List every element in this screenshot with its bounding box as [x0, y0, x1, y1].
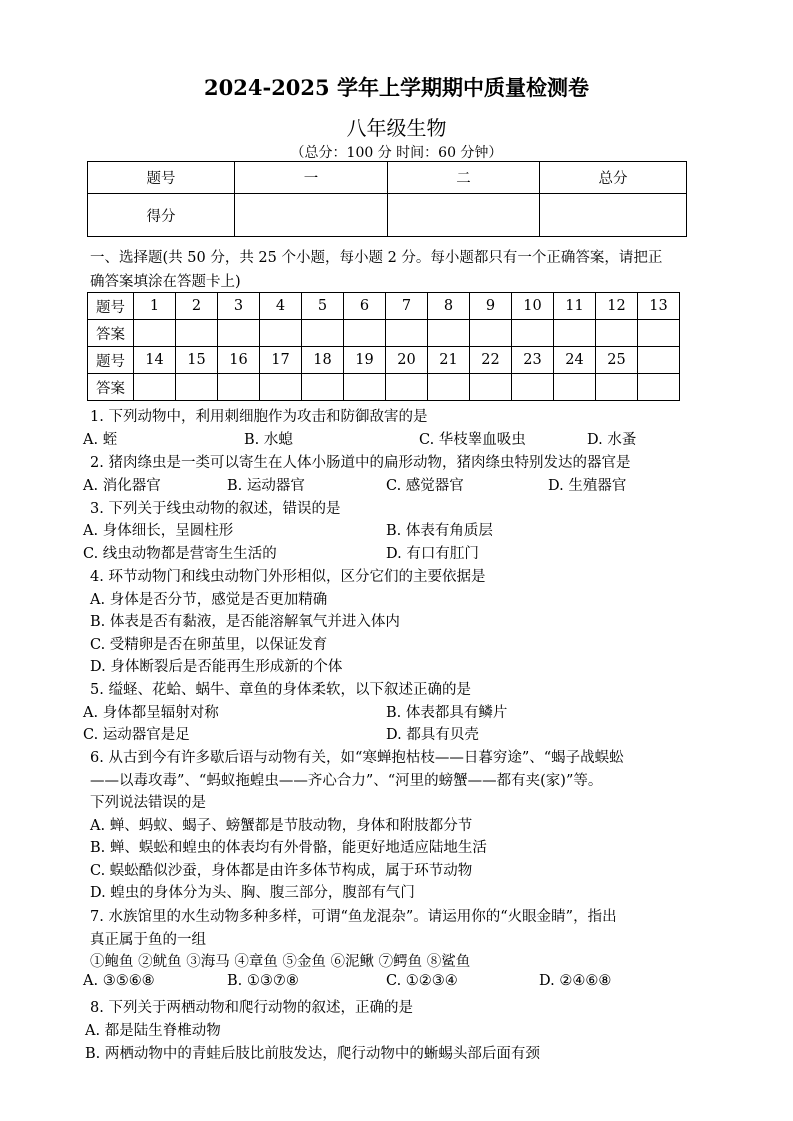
section1-instructions-line2: 确答案填涂在答题卡上) — [90, 274, 241, 290]
score-table — [87, 161, 687, 237]
answer-cell — [218, 374, 260, 401]
answer-cell — [554, 320, 596, 347]
answer-cell — [260, 320, 302, 347]
q8-stem: 8. 下列关于两栖动物和爬行动物的叙述，正确的是 — [90, 1000, 413, 1016]
q8-option-a: A. 都是陆生脊椎动物 — [85, 1023, 221, 1039]
answer-grid-number-row — [88, 293, 680, 320]
q7-stem-line2: 真正属于鱼的一组 — [90, 932, 206, 948]
answer-cell — [470, 320, 512, 347]
answer-grid-number: 14 — [134, 347, 176, 374]
q7-items: ①鲍鱼 ②鱿鱼 ③海马 ④章鱼 ⑤金鱼 ⑥泥鳅 ⑦鳄鱼 ⑧鲨鱼 — [90, 954, 471, 970]
answer-grid-label: 题号 — [88, 347, 134, 374]
q6-option-b: B. 蝉、蜈蚣和蝗虫的体表均有外骨骼，能更好地适应陆地生活 — [90, 840, 487, 856]
q2-stem: 2. 猪肉绦虫是一类可以寄生在人体小肠道中的扁形动物，猪肉绦虫特别发达的器官是 — [90, 455, 631, 471]
q6-option-c: C. 蜈蚣酷似沙蚕，身体都是由许多体节构成，属于环节动物 — [90, 863, 473, 879]
answer-cell — [134, 374, 176, 401]
score-cell — [388, 194, 540, 237]
answer-grid-number: 20 — [386, 347, 428, 374]
answer-grid-number — [638, 347, 680, 374]
answer-grid-number: 7 — [386, 293, 428, 320]
exam-meta: （总分：100 分 时间：60 分钟） — [290, 145, 503, 161]
score-cell — [235, 194, 388, 237]
q4-option-d: D. 身体断裂后是否能再生形成新的个体 — [90, 659, 343, 675]
answer-grid-number: 10 — [512, 293, 554, 320]
answer-grid-number: 1 — [134, 293, 176, 320]
answer-cell — [596, 320, 638, 347]
answer-cell — [596, 374, 638, 401]
answer-cell — [176, 374, 218, 401]
answer-cell — [386, 374, 428, 401]
q5-option-b: B. 体表都具有鳞片 — [386, 705, 508, 721]
answer-cell — [512, 320, 554, 347]
answer-grid-number: 16 — [218, 347, 260, 374]
answer-grid-number: 2 — [176, 293, 218, 320]
q3-option-c: C. 线虫动物都是营寄生生活的 — [83, 546, 277, 562]
answer-grid-number: 22 — [470, 347, 512, 374]
q1-option-c: C. 华枝睾血吸虫 — [419, 432, 526, 448]
q7-option-b: B. ①③⑦⑧ — [227, 973, 299, 989]
score-row-label: 得分 — [88, 194, 235, 237]
answer-grid-number: 13 — [638, 293, 680, 320]
answer-grid-number: 4 — [260, 293, 302, 320]
q6-stem-line3: 下列说法错误的是 — [90, 795, 206, 811]
score-cell — [540, 194, 687, 237]
answer-cell — [134, 320, 176, 347]
q7-option-a: A. ③⑤⑥⑧ — [83, 973, 155, 989]
q2-option-b: B. 运动器官 — [227, 478, 305, 494]
q5-option-d: D. 都具有贝壳 — [386, 727, 479, 743]
q6-option-a: A. 蝉、蚂蚁、蝎子、螃蟹都是节肢动物，身体和附肢都分节 — [90, 818, 473, 834]
answer-cell — [344, 374, 386, 401]
q5-stem: 5. 缢蛏、花蛤、蜗牛、章鱼的身体柔软，以下叙述正确的是 — [90, 682, 471, 698]
section1-instructions-line1: 一、选择题(共 50 分，共 25 个小题，每小题 2 分。每小题都只有一个正确答案，请把正 — [90, 250, 663, 266]
answer-grid-number: 25 — [596, 347, 638, 374]
answer-cell — [512, 374, 554, 401]
exam-subject: 八年级生物 — [346, 116, 447, 140]
answer-cell — [302, 374, 344, 401]
answer-grid-label: 题号 — [88, 293, 134, 320]
q5-option-a: A. 身体都呈辐射对称 — [83, 705, 219, 721]
score-header-part1: 一 — [235, 162, 388, 194]
answer-grid-number: 18 — [302, 347, 344, 374]
answer-cell — [386, 320, 428, 347]
answer-grid-number: 3 — [218, 293, 260, 320]
answer-cell — [218, 320, 260, 347]
q3-option-b: B. 体表有角质层 — [386, 523, 493, 539]
answer-cell — [470, 374, 512, 401]
answer-grid-answer-row — [88, 374, 680, 401]
q3-option-a: A. 身体细长，呈圆柱形 — [83, 523, 234, 539]
answer-grid-number: 5 — [302, 293, 344, 320]
q4-stem: 4. 环节动物门和线虫动物门外形相似，区分它们的主要依据是 — [90, 569, 486, 585]
q7-option-c: C. ①②③④ — [386, 973, 458, 989]
q1-stem: 1. 下列动物中，利用刺细胞作为攻击和防御敌害的是 — [90, 409, 428, 425]
q6-option-d: D. 蝗虫的身体分为头、胸、腹三部分，腹部有气门 — [90, 885, 415, 901]
answer-cell — [428, 320, 470, 347]
answer-grid-number: 21 — [428, 347, 470, 374]
answer-cell — [176, 320, 218, 347]
answer-grid-number: 12 — [596, 293, 638, 320]
q1-option-a: A. 蛭 — [83, 432, 118, 448]
q5-option-c: C. 运动器官是足 — [83, 727, 190, 743]
answer-cell — [344, 320, 386, 347]
answer-grid-number-row — [88, 347, 680, 374]
answer-grid — [87, 292, 680, 401]
q2-option-a: A. 消化器官 — [83, 478, 161, 494]
q1-option-d: D. 水蚤 — [587, 432, 637, 448]
score-header-part2: 二 — [388, 162, 540, 194]
score-header-total: 总分 — [540, 162, 687, 194]
score-header-number: 题号 — [88, 162, 235, 194]
answer-cell — [260, 374, 302, 401]
q3-option-d: D. 有口有肛门 — [386, 546, 479, 562]
q1-option-b: B. 水螅 — [244, 432, 293, 448]
q7-option-d: D. ②④⑥⑧ — [539, 973, 612, 989]
answer-grid-number: 17 — [260, 347, 302, 374]
q3-stem: 3. 下列关于线虫动物的叙述，错误的是 — [90, 501, 341, 517]
answer-grid-number: 15 — [176, 347, 218, 374]
answer-cell — [638, 374, 680, 401]
answer-grid-number: 6 — [344, 293, 386, 320]
answer-cell — [428, 374, 470, 401]
answer-grid-number: 9 — [470, 293, 512, 320]
answer-grid-label: 答案 — [88, 320, 134, 347]
q4-option-a: A. 身体是否分节，感觉是否更加精确 — [90, 592, 328, 608]
answer-grid-label: 答案 — [88, 374, 134, 401]
q8-option-b: B. 两栖动物中的青蛙后肢比前肢发达，爬行动物中的蜥蜴头部后面有颈 — [85, 1046, 540, 1062]
answer-grid-number: 23 — [512, 347, 554, 374]
q4-option-b: B. 体表是否有黏液，是否能溶解氧气并进入体内 — [90, 614, 400, 630]
q6-stem-line1: 6. 从古到今有许多歇后语与动物有关，如“寒蝉抱枯枝——日暮穷途”、“蝎子战蜈蚣 — [90, 750, 624, 766]
answer-grid-answer-row — [88, 320, 680, 347]
answer-grid-number: 19 — [344, 347, 386, 374]
q2-option-d: D. 生殖器官 — [548, 478, 627, 494]
answer-cell — [302, 320, 344, 347]
q6-stem-line2: ——以毒攻毒”、“蚂蚁拖蝗虫——齐心合力”、“河里的螃蟹——都有夹(家)”等。 — [90, 773, 603, 789]
q2-option-c: C. 感觉器官 — [386, 478, 464, 494]
exam-title: 2024-2025 学年上学期期中质量检测卷 — [204, 75, 589, 100]
answer-cell — [638, 320, 680, 347]
answer-cell — [554, 374, 596, 401]
q4-option-c: C. 受精卵是否在卵茧里，以保证发育 — [90, 637, 328, 653]
answer-grid-number: 24 — [554, 347, 596, 374]
answer-grid-number: 8 — [428, 293, 470, 320]
q7-stem-line1: 7. 水族馆里的水生动物多种多样，可谓“鱼龙混杂”。请运用你的“火眼金睛”，指出 — [90, 909, 617, 925]
answer-grid-number: 11 — [554, 293, 596, 320]
